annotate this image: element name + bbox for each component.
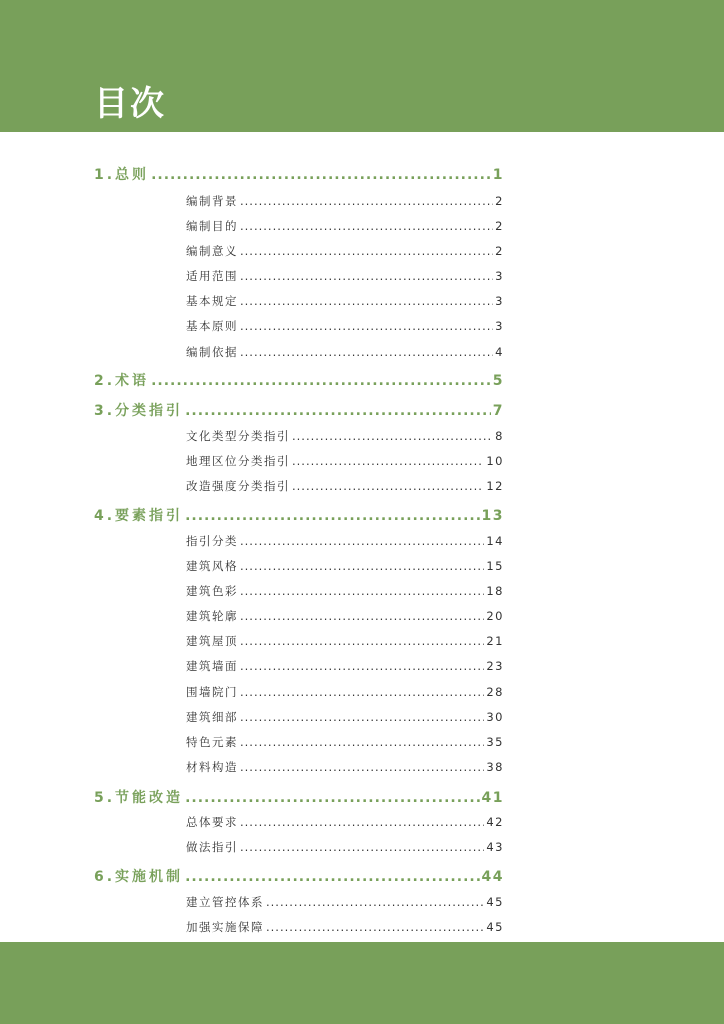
- toc-label: 地理区位分类指引: [186, 454, 290, 468]
- toc-label: 3.分类指引: [94, 403, 184, 419]
- toc-chapter[interactable]: [94, 505, 504, 525]
- toc-section[interactable]: [186, 318, 504, 334]
- toc-section[interactable]: [186, 453, 504, 469]
- toc-section[interactable]: [186, 814, 504, 830]
- leader-dots: [151, 167, 491, 183]
- toc-page: 44: [481, 869, 504, 885]
- leader-dots: [240, 194, 493, 208]
- leader-dots: [266, 895, 484, 909]
- toc-chapter[interactable]: [94, 787, 504, 807]
- toc-label: 基本规定: [186, 294, 238, 308]
- toc-page: 1: [492, 167, 504, 183]
- leader-dots: [240, 685, 484, 699]
- leader-dots: [240, 345, 493, 359]
- toc-page: 13: [481, 508, 504, 524]
- toc-label: 建筑屋顶: [186, 634, 238, 648]
- toc-page: 28: [486, 685, 504, 699]
- toc-page: 38: [486, 760, 504, 774]
- leader-dots: [185, 403, 491, 419]
- toc-label: 指引分类: [186, 534, 238, 548]
- toc-section[interactable]: [186, 218, 504, 234]
- toc-section[interactable]: [186, 533, 504, 549]
- toc-section[interactable]: [186, 243, 504, 259]
- toc-label: 2.术语: [94, 373, 150, 389]
- leader-dots: [240, 584, 484, 598]
- leader-dots: [240, 269, 493, 283]
- toc-label: 编制目的: [186, 219, 238, 233]
- toc-label: 基本原则: [186, 319, 238, 333]
- leader-dots: [240, 559, 484, 573]
- toc-section[interactable]: [186, 558, 504, 574]
- toc-section[interactable]: [186, 839, 504, 855]
- toc-label: 建筑细部: [186, 710, 238, 724]
- toc-section[interactable]: [186, 608, 504, 624]
- toc-label: 建筑色彩: [186, 584, 238, 598]
- toc-label: 4.要素指引: [94, 508, 184, 524]
- toc-page: 42: [486, 815, 504, 829]
- toc-label: 文化类型分类指引: [186, 429, 290, 443]
- toc-page: 2: [495, 219, 504, 233]
- toc-label: 加强实施保障: [186, 920, 264, 934]
- toc-page: 5: [492, 373, 504, 389]
- toc-chapter[interactable]: [94, 400, 504, 420]
- toc-label: 建筑风格: [186, 559, 238, 573]
- toc-chapter[interactable]: [94, 370, 504, 390]
- toc-label: 编制依据: [186, 345, 238, 359]
- toc-page: 45: [486, 895, 504, 909]
- toc-page: 12: [486, 479, 504, 493]
- toc-label: 建筑墙面: [186, 659, 238, 673]
- toc-label: 编制背景: [186, 194, 238, 208]
- toc-section[interactable]: [186, 658, 504, 674]
- toc-page: 2: [495, 244, 504, 258]
- leader-dots: [240, 219, 493, 233]
- toc-label: 围墙院门: [186, 685, 238, 699]
- toc-page: 3: [495, 319, 504, 333]
- toc-label: 总体要求: [186, 815, 238, 829]
- toc-label: 编制意义: [186, 244, 238, 258]
- toc-section[interactable]: [186, 268, 504, 284]
- toc-section[interactable]: [186, 734, 504, 750]
- leader-dots: [266, 920, 484, 934]
- leader-dots: [240, 534, 484, 548]
- toc-label: 做法指引: [186, 840, 238, 854]
- toc-page: 21: [486, 634, 504, 648]
- footer-band: [0, 942, 724, 1024]
- leader-dots: [240, 760, 484, 774]
- toc-page: 23: [486, 659, 504, 673]
- toc-page: 30: [486, 710, 504, 724]
- toc-page: 2: [495, 194, 504, 208]
- leader-dots: [292, 429, 493, 443]
- toc-section[interactable]: [186, 894, 504, 910]
- leader-dots: [151, 373, 491, 389]
- toc-page: 20: [486, 609, 504, 623]
- toc-label: 建立管控体系: [186, 895, 264, 909]
- toc-section[interactable]: [186, 478, 504, 494]
- leader-dots: [185, 790, 479, 806]
- toc-section[interactable]: [186, 633, 504, 649]
- toc-page: 15: [486, 559, 504, 573]
- leader-dots: [240, 659, 484, 673]
- toc-page: 3: [495, 269, 504, 283]
- toc-page: 45: [486, 920, 504, 934]
- leader-dots: [240, 634, 484, 648]
- toc-page: 14: [486, 534, 504, 548]
- leader-dots: [240, 244, 493, 258]
- toc-chapter[interactable]: [94, 866, 504, 886]
- toc-section[interactable]: [186, 919, 504, 935]
- leader-dots: [240, 840, 484, 854]
- toc-label: 材料构造: [186, 760, 238, 774]
- toc-label: 1.总则: [94, 167, 150, 183]
- toc-label: 改造强度分类指引: [186, 479, 290, 493]
- leader-dots: [240, 815, 484, 829]
- toc-section[interactable]: [186, 293, 504, 309]
- toc-label: 适用范围: [186, 269, 238, 283]
- page-title: 目次: [94, 84, 166, 124]
- toc-page: 10: [486, 454, 504, 468]
- toc-page: 7: [492, 403, 504, 419]
- leader-dots: [240, 609, 484, 623]
- toc-label: 特色元素: [186, 735, 238, 749]
- toc-page: 35: [486, 735, 504, 749]
- toc-section[interactable]: [186, 193, 504, 209]
- toc-section[interactable]: [186, 684, 504, 700]
- toc-page: 43: [486, 840, 504, 854]
- toc-page: 4: [495, 345, 504, 359]
- toc-page: 41: [481, 790, 504, 806]
- toc-section[interactable]: [186, 583, 504, 599]
- toc-section[interactable]: [186, 428, 504, 444]
- toc-page: 8: [495, 429, 504, 443]
- toc-label: 5.节能改造: [94, 790, 184, 806]
- leader-dots: [185, 508, 479, 524]
- toc-section[interactable]: [186, 344, 504, 360]
- leader-dots: [185, 869, 479, 885]
- leader-dots: [240, 319, 493, 333]
- toc-chapter[interactable]: [94, 164, 504, 184]
- toc-page: 18: [486, 584, 504, 598]
- leader-dots: [240, 710, 484, 724]
- leader-dots: [292, 454, 484, 468]
- toc-label: 建筑轮廓: [186, 609, 238, 623]
- toc-label: 6.实施机制: [94, 869, 184, 885]
- toc-page: 3: [495, 294, 504, 308]
- toc-section[interactable]: [186, 709, 504, 725]
- leader-dots: [240, 735, 484, 749]
- toc-section[interactable]: [186, 759, 504, 775]
- leader-dots: [292, 479, 484, 493]
- leader-dots: [240, 294, 493, 308]
